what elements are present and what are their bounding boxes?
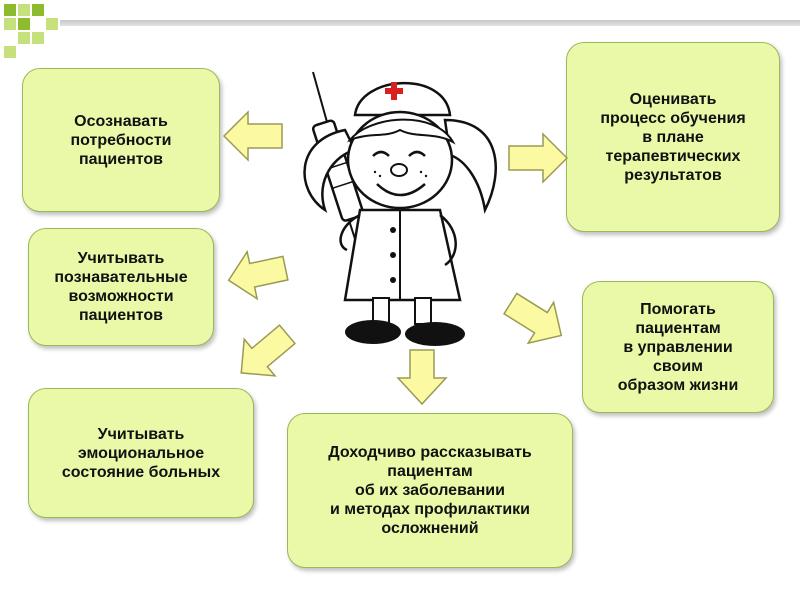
box-emotional-state (28, 388, 254, 518)
corner-decor-square-2 (18, 4, 30, 16)
box-evaluate-learning-text: Оценивать процесс обучения в плане терапевтических результатов (600, 90, 746, 184)
box-emotional-state-text: Учитывать эмоциональное состояние больных (61, 425, 221, 481)
corner-decor-square-1 (4, 4, 16, 16)
arrow-left-middle (226, 246, 290, 302)
box-explain-disease (287, 413, 573, 568)
corner-decor-square-8 (18, 32, 30, 44)
box-evaluate-learning (566, 42, 780, 232)
corner-decor-square-3 (32, 4, 44, 16)
box-lifestyle-help-text: Помогать пациентам в управлении своим образом жизни (617, 300, 739, 394)
corner-decor-square-9 (4, 46, 16, 58)
header-line (60, 20, 800, 26)
arrow-right-down (500, 286, 570, 352)
box-aware-needs (22, 68, 220, 212)
arrow-right-top (505, 130, 569, 186)
corner-decor-square-4 (4, 18, 16, 30)
corner-decor-square-6 (46, 18, 58, 30)
box-aware-needs-text: Осознавать потребности пациентов (70, 112, 172, 168)
nurse-illustration (285, 60, 510, 350)
corner-decor-square-5 (18, 18, 30, 30)
box-cognitive-abilities (28, 228, 214, 346)
box-lifestyle-help (582, 281, 774, 413)
box-cognitive-abilities-text: Учитывать познавательные возможности пациентов (54, 250, 188, 324)
arrow-down (396, 348, 448, 406)
arrow-left-top (222, 108, 286, 164)
box-explain-disease-text: Доходчиво рассказывать пациентам об их заболевании и методах профилактики осложнений (328, 444, 532, 537)
corner-decor-square-7 (32, 32, 44, 44)
